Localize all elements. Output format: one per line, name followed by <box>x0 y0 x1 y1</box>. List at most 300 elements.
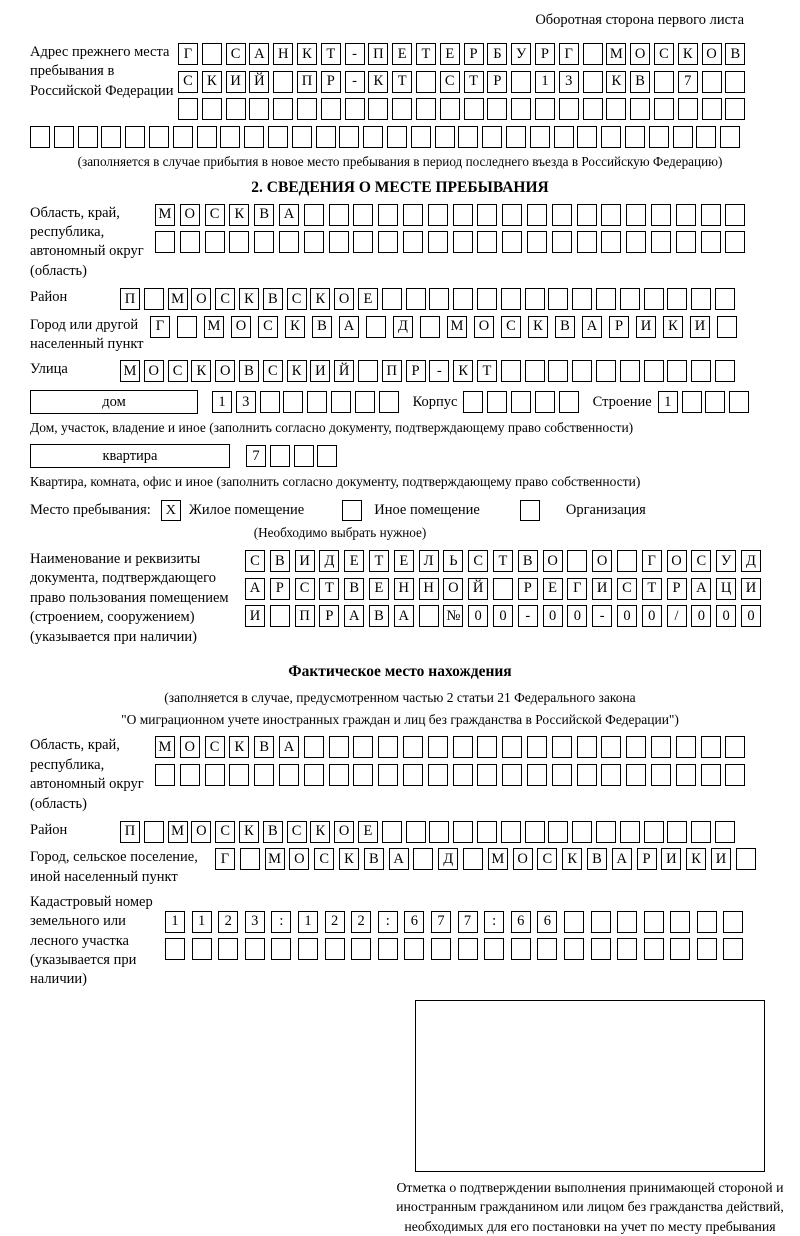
char-cell[interactable] <box>535 391 555 413</box>
char-cell[interactable] <box>155 231 175 253</box>
char-cell[interactable]: С <box>617 578 637 600</box>
char-cell[interactable]: О <box>334 288 354 310</box>
char-cell[interactable] <box>601 126 621 148</box>
char-cell[interactable] <box>667 821 687 843</box>
char-cell[interactable] <box>411 126 431 148</box>
char-cell[interactable]: 1 <box>192 911 212 933</box>
char-cell[interactable]: 1 <box>165 911 185 933</box>
char-cell[interactable] <box>144 821 164 843</box>
char-cell[interactable] <box>316 126 336 148</box>
char-cell[interactable]: Й <box>468 578 488 600</box>
char-cell[interactable] <box>552 764 572 786</box>
char-cell[interactable] <box>626 204 646 226</box>
char-cell[interactable] <box>345 98 365 120</box>
char-cell[interactable]: В <box>518 550 538 572</box>
checkbox-other-premises[interactable] <box>342 500 362 521</box>
char-cell[interactable] <box>583 43 603 65</box>
char-cell[interactable]: В <box>254 736 274 758</box>
char-cell[interactable]: 1 <box>212 391 232 413</box>
char-cell[interactable] <box>691 288 711 310</box>
char-cell[interactable] <box>725 98 745 120</box>
char-cell[interactable] <box>676 204 696 226</box>
char-cell[interactable]: Г <box>215 848 235 870</box>
char-cell[interactable]: А <box>245 578 265 600</box>
char-cell[interactable] <box>197 126 217 148</box>
char-cell[interactable]: О <box>513 848 533 870</box>
char-cell[interactable]: В <box>364 848 384 870</box>
char-cell[interactable]: - <box>345 43 365 65</box>
char-cell[interactable] <box>527 764 547 786</box>
char-cell[interactable]: М <box>168 288 188 310</box>
char-cell[interactable] <box>218 938 238 960</box>
char-cell[interactable] <box>453 736 473 758</box>
char-cell[interactable] <box>428 764 448 786</box>
char-cell[interactable]: - <box>429 360 449 382</box>
char-cell[interactable] <box>525 360 545 382</box>
char-cell[interactable] <box>502 764 522 786</box>
char-cell[interactable] <box>353 204 373 226</box>
char-cell[interactable]: К <box>453 360 473 382</box>
char-cell[interactable] <box>428 736 448 758</box>
char-cell[interactable] <box>297 98 317 120</box>
char-cell[interactable]: В <box>344 578 364 600</box>
char-cell[interactable] <box>403 764 423 786</box>
char-cell[interactable] <box>725 204 745 226</box>
char-cell[interactable] <box>511 938 531 960</box>
char-cell[interactable] <box>192 938 212 960</box>
char-cell[interactable] <box>177 316 197 338</box>
char-cell[interactable] <box>298 938 318 960</box>
char-cell[interactable] <box>577 231 597 253</box>
char-cell[interactable]: Т <box>321 43 341 65</box>
char-cell[interactable]: К <box>368 71 388 93</box>
char-cell[interactable] <box>725 764 745 786</box>
char-cell[interactable]: С <box>440 71 460 93</box>
char-cell[interactable] <box>406 821 426 843</box>
char-cell[interactable] <box>537 938 557 960</box>
char-cell[interactable]: 3 <box>236 391 256 413</box>
char-cell[interactable] <box>458 938 478 960</box>
char-cell[interactable] <box>382 821 402 843</box>
char-cell[interactable]: 2 <box>351 911 371 933</box>
char-cell[interactable] <box>178 98 198 120</box>
char-cell[interactable] <box>366 316 386 338</box>
char-cell[interactable] <box>304 231 324 253</box>
char-cell[interactable] <box>273 71 293 93</box>
char-cell[interactable] <box>644 288 664 310</box>
char-cell[interactable]: М <box>265 848 285 870</box>
char-cell[interactable]: - <box>592 605 612 627</box>
char-cell[interactable] <box>173 126 193 148</box>
char-cell[interactable] <box>404 938 424 960</box>
char-cell[interactable]: Д <box>741 550 761 572</box>
char-cell[interactable] <box>205 764 225 786</box>
char-cell[interactable] <box>307 391 327 413</box>
char-cell[interactable] <box>548 360 568 382</box>
char-cell[interactable]: С <box>258 316 278 338</box>
char-cell[interactable]: В <box>254 204 274 226</box>
char-cell[interactable]: П <box>295 605 315 627</box>
char-cell[interactable]: С <box>468 550 488 572</box>
char-cell[interactable]: 6 <box>404 911 424 933</box>
char-cell[interactable]: Е <box>344 550 364 572</box>
char-cell[interactable] <box>567 550 587 572</box>
char-cell[interactable] <box>279 764 299 786</box>
char-cell[interactable] <box>705 391 725 413</box>
char-cell[interactable] <box>484 938 504 960</box>
char-cell[interactable]: М <box>204 316 224 338</box>
char-cell[interactable]: С <box>245 550 265 572</box>
char-cell[interactable] <box>403 231 423 253</box>
char-cell[interactable]: С <box>168 360 188 382</box>
char-cell[interactable]: О <box>592 550 612 572</box>
char-cell[interactable] <box>149 126 169 148</box>
char-cell[interactable] <box>620 821 640 843</box>
char-cell[interactable]: В <box>369 605 389 627</box>
char-cell[interactable] <box>654 71 674 93</box>
char-cell[interactable] <box>725 71 745 93</box>
char-cell[interactable] <box>477 288 497 310</box>
char-cell[interactable] <box>577 736 597 758</box>
char-cell[interactable] <box>577 204 597 226</box>
char-cell[interactable]: Т <box>369 550 389 572</box>
char-cell[interactable]: О <box>702 43 722 65</box>
char-cell[interactable]: К <box>678 43 698 65</box>
char-cell[interactable] <box>403 736 423 758</box>
char-cell[interactable] <box>477 204 497 226</box>
char-cell[interactable]: О <box>667 550 687 572</box>
char-cell[interactable] <box>626 736 646 758</box>
char-cell[interactable]: Ь <box>443 550 463 572</box>
char-cell[interactable] <box>477 764 497 786</box>
char-cell[interactable]: С <box>287 821 307 843</box>
char-cell[interactable] <box>696 126 716 148</box>
char-cell[interactable]: Т <box>416 43 436 65</box>
char-cell[interactable]: Р <box>609 316 629 338</box>
char-cell[interactable] <box>271 938 291 960</box>
char-cell[interactable]: П <box>382 360 402 382</box>
char-cell[interactable] <box>502 736 522 758</box>
char-cell[interactable]: 0 <box>741 605 761 627</box>
char-cell[interactable]: : <box>484 911 504 933</box>
char-cell[interactable] <box>572 360 592 382</box>
char-cell[interactable]: Р <box>637 848 657 870</box>
char-cell[interactable] <box>378 231 398 253</box>
char-cell[interactable]: К <box>287 360 307 382</box>
char-cell[interactable] <box>329 764 349 786</box>
char-cell[interactable] <box>329 231 349 253</box>
char-cell[interactable] <box>717 316 737 338</box>
char-cell[interactable]: С <box>314 848 334 870</box>
char-cell[interactable] <box>651 204 671 226</box>
char-cell[interactable]: О <box>180 204 200 226</box>
char-cell[interactable] <box>440 98 460 120</box>
char-cell[interactable] <box>577 764 597 786</box>
char-cell[interactable]: К <box>239 288 259 310</box>
char-cell[interactable] <box>596 821 616 843</box>
char-cell[interactable] <box>458 126 478 148</box>
char-cell[interactable]: С <box>501 316 521 338</box>
char-cell[interactable]: Д <box>438 848 458 870</box>
char-cell[interactable] <box>601 736 621 758</box>
char-cell[interactable]: И <box>741 578 761 600</box>
char-cell[interactable]: С <box>537 848 557 870</box>
char-cell[interactable] <box>701 231 721 253</box>
char-cell[interactable]: Т <box>392 71 412 93</box>
char-cell[interactable] <box>725 736 745 758</box>
char-cell[interactable]: А <box>339 316 359 338</box>
char-cell[interactable] <box>54 126 74 148</box>
char-cell[interactable]: А <box>389 848 409 870</box>
char-cell[interactable]: Е <box>369 578 389 600</box>
char-cell[interactable]: В <box>555 316 575 338</box>
char-cell[interactable] <box>673 126 693 148</box>
char-cell[interactable]: Г <box>150 316 170 338</box>
char-cell[interactable] <box>416 98 436 120</box>
char-cell[interactable]: К <box>528 316 548 338</box>
char-cell[interactable]: М <box>606 43 626 65</box>
char-cell[interactable]: О <box>543 550 563 572</box>
char-cell[interactable]: М <box>168 821 188 843</box>
char-cell[interactable]: Л <box>419 550 439 572</box>
char-cell[interactable] <box>245 938 265 960</box>
char-cell[interactable]: Т <box>642 578 662 600</box>
char-cell[interactable] <box>654 98 674 120</box>
char-cell[interactable] <box>353 736 373 758</box>
char-cell[interactable]: А <box>612 848 632 870</box>
char-cell[interactable]: Т <box>464 71 484 93</box>
char-cell[interactable]: В <box>270 550 290 572</box>
char-cell[interactable] <box>591 911 611 933</box>
char-cell[interactable]: С <box>205 736 225 758</box>
char-cell[interactable]: О <box>144 360 164 382</box>
char-cell[interactable] <box>651 231 671 253</box>
char-cell[interactable]: В <box>312 316 332 338</box>
char-cell[interactable] <box>525 821 545 843</box>
char-cell[interactable] <box>387 126 407 148</box>
char-cell[interactable]: С <box>263 360 283 382</box>
char-cell[interactable] <box>165 938 185 960</box>
char-cell[interactable]: О <box>630 43 650 65</box>
char-cell[interactable] <box>630 98 650 120</box>
char-cell[interactable] <box>487 391 507 413</box>
char-cell[interactable]: К <box>310 288 330 310</box>
char-cell[interactable]: Е <box>394 550 414 572</box>
char-cell[interactable]: П <box>297 71 317 93</box>
char-cell[interactable] <box>591 938 611 960</box>
char-cell[interactable]: С <box>226 43 246 65</box>
char-cell[interactable] <box>229 231 249 253</box>
char-cell[interactable]: Й <box>249 71 269 93</box>
char-cell[interactable]: : <box>378 911 398 933</box>
char-cell[interactable]: Г <box>559 43 579 65</box>
char-cell[interactable] <box>244 126 264 148</box>
char-cell[interactable] <box>715 360 735 382</box>
char-cell[interactable] <box>358 360 378 382</box>
char-cell[interactable]: Р <box>406 360 426 382</box>
char-cell[interactable] <box>644 821 664 843</box>
char-cell[interactable]: И <box>636 316 656 338</box>
char-cell[interactable]: О <box>289 848 309 870</box>
char-cell[interactable] <box>392 98 412 120</box>
char-cell[interactable]: М <box>155 736 175 758</box>
char-cell[interactable] <box>644 360 664 382</box>
char-cell[interactable]: 0 <box>691 605 711 627</box>
char-cell[interactable]: В <box>587 848 607 870</box>
char-cell[interactable] <box>463 391 483 413</box>
char-cell[interactable] <box>577 126 597 148</box>
char-cell[interactable]: П <box>368 43 388 65</box>
char-cell[interactable] <box>676 764 696 786</box>
char-cell[interactable] <box>644 938 664 960</box>
char-cell[interactable] <box>254 231 274 253</box>
char-cell[interactable]: Б <box>487 43 507 65</box>
char-cell[interactable]: О <box>191 821 211 843</box>
char-cell[interactable]: 7 <box>458 911 478 933</box>
char-cell[interactable]: М <box>120 360 140 382</box>
char-cell[interactable] <box>676 736 696 758</box>
char-cell[interactable] <box>511 391 531 413</box>
char-cell[interactable] <box>667 288 687 310</box>
char-cell[interactable] <box>617 911 637 933</box>
char-cell[interactable] <box>321 98 341 120</box>
char-cell[interactable]: К <box>297 43 317 65</box>
char-cell[interactable]: 0 <box>617 605 637 627</box>
char-cell[interactable] <box>501 360 521 382</box>
char-cell[interactable] <box>506 126 526 148</box>
char-cell[interactable] <box>378 938 398 960</box>
char-cell[interactable] <box>283 391 303 413</box>
char-cell[interactable]: А <box>249 43 269 65</box>
char-cell[interactable]: И <box>661 848 681 870</box>
char-cell[interactable] <box>403 204 423 226</box>
char-cell[interactable]: И <box>592 578 612 600</box>
char-cell[interactable]: К <box>202 71 222 93</box>
char-cell[interactable] <box>279 231 299 253</box>
char-cell[interactable] <box>715 821 735 843</box>
char-cell[interactable] <box>670 911 690 933</box>
char-cell[interactable] <box>453 764 473 786</box>
char-cell[interactable]: 0 <box>493 605 513 627</box>
char-cell[interactable]: В <box>263 288 283 310</box>
char-cell[interactable] <box>702 71 722 93</box>
char-cell[interactable] <box>205 231 225 253</box>
char-cell[interactable]: В <box>263 821 283 843</box>
char-cell[interactable] <box>351 938 371 960</box>
char-cell[interactable] <box>583 98 603 120</box>
char-cell[interactable]: Г <box>642 550 662 572</box>
char-cell[interactable]: Г <box>567 578 587 600</box>
char-cell[interactable] <box>226 98 246 120</box>
char-cell[interactable] <box>125 126 145 148</box>
char-cell[interactable]: Р <box>270 578 290 600</box>
char-cell[interactable] <box>691 360 711 382</box>
char-cell[interactable]: Ц <box>716 578 736 600</box>
char-cell[interactable]: Е <box>358 821 378 843</box>
char-cell[interactable]: - <box>345 71 365 93</box>
char-cell[interactable]: Н <box>273 43 293 65</box>
char-cell[interactable]: / <box>667 605 687 627</box>
char-cell[interactable] <box>463 848 483 870</box>
house-type-box[interactable]: дом <box>30 390 198 414</box>
char-cell[interactable]: Н <box>394 578 414 600</box>
char-cell[interactable]: А <box>279 736 299 758</box>
char-cell[interactable] <box>564 911 584 933</box>
char-cell[interactable] <box>353 764 373 786</box>
char-cell[interactable] <box>202 98 222 120</box>
char-cell[interactable]: 2 <box>218 911 238 933</box>
char-cell[interactable]: М <box>488 848 508 870</box>
char-cell[interactable] <box>617 550 637 572</box>
apartment-type-box[interactable]: квартира <box>30 444 230 468</box>
char-cell[interactable] <box>601 204 621 226</box>
char-cell[interactable]: О <box>215 360 235 382</box>
char-cell[interactable]: Н <box>419 578 439 600</box>
char-cell[interactable] <box>552 231 572 253</box>
char-cell[interactable]: О <box>474 316 494 338</box>
char-cell[interactable] <box>477 231 497 253</box>
char-cell[interactable] <box>453 288 473 310</box>
char-cell[interactable]: Д <box>319 550 339 572</box>
char-cell[interactable]: 7 <box>678 71 698 93</box>
char-cell[interactable]: Р <box>321 71 341 93</box>
char-cell[interactable] <box>559 391 579 413</box>
char-cell[interactable]: 0 <box>567 605 587 627</box>
char-cell[interactable]: А <box>344 605 364 627</box>
char-cell[interactable]: М <box>447 316 467 338</box>
char-cell[interactable]: У <box>511 43 531 65</box>
char-cell[interactable] <box>697 911 717 933</box>
char-cell[interactable]: 7 <box>246 445 266 467</box>
char-cell[interactable]: Е <box>440 43 460 65</box>
char-cell[interactable] <box>596 360 616 382</box>
char-cell[interactable]: Р <box>319 605 339 627</box>
char-cell[interactable]: К <box>191 360 211 382</box>
char-cell[interactable] <box>220 126 240 148</box>
char-cell[interactable]: : <box>271 911 291 933</box>
char-cell[interactable] <box>715 288 735 310</box>
char-cell[interactable] <box>501 821 521 843</box>
checkbox-organization[interactable] <box>520 500 540 521</box>
char-cell[interactable] <box>626 764 646 786</box>
char-cell[interactable]: Д <box>393 316 413 338</box>
char-cell[interactable] <box>413 848 433 870</box>
char-cell[interactable]: Р <box>464 43 484 65</box>
char-cell[interactable] <box>429 821 449 843</box>
char-cell[interactable] <box>270 445 290 467</box>
char-cell[interactable] <box>583 71 603 93</box>
char-cell[interactable] <box>617 938 637 960</box>
char-cell[interactable] <box>527 204 547 226</box>
char-cell[interactable] <box>606 98 626 120</box>
char-cell[interactable]: А <box>582 316 602 338</box>
char-cell[interactable]: А <box>394 605 414 627</box>
char-cell[interactable]: С <box>215 821 235 843</box>
char-cell[interactable]: К <box>663 316 683 338</box>
char-cell[interactable] <box>723 911 743 933</box>
char-cell[interactable] <box>431 938 451 960</box>
char-cell[interactable]: О <box>231 316 251 338</box>
char-cell[interactable] <box>331 391 351 413</box>
char-cell[interactable] <box>697 938 717 960</box>
char-cell[interactable]: К <box>606 71 626 93</box>
char-cell[interactable]: Р <box>535 43 555 65</box>
char-cell[interactable]: С <box>287 288 307 310</box>
char-cell[interactable]: Р <box>487 71 507 93</box>
char-cell[interactable] <box>477 821 497 843</box>
char-cell[interactable] <box>620 360 640 382</box>
char-cell[interactable]: Й <box>334 360 354 382</box>
